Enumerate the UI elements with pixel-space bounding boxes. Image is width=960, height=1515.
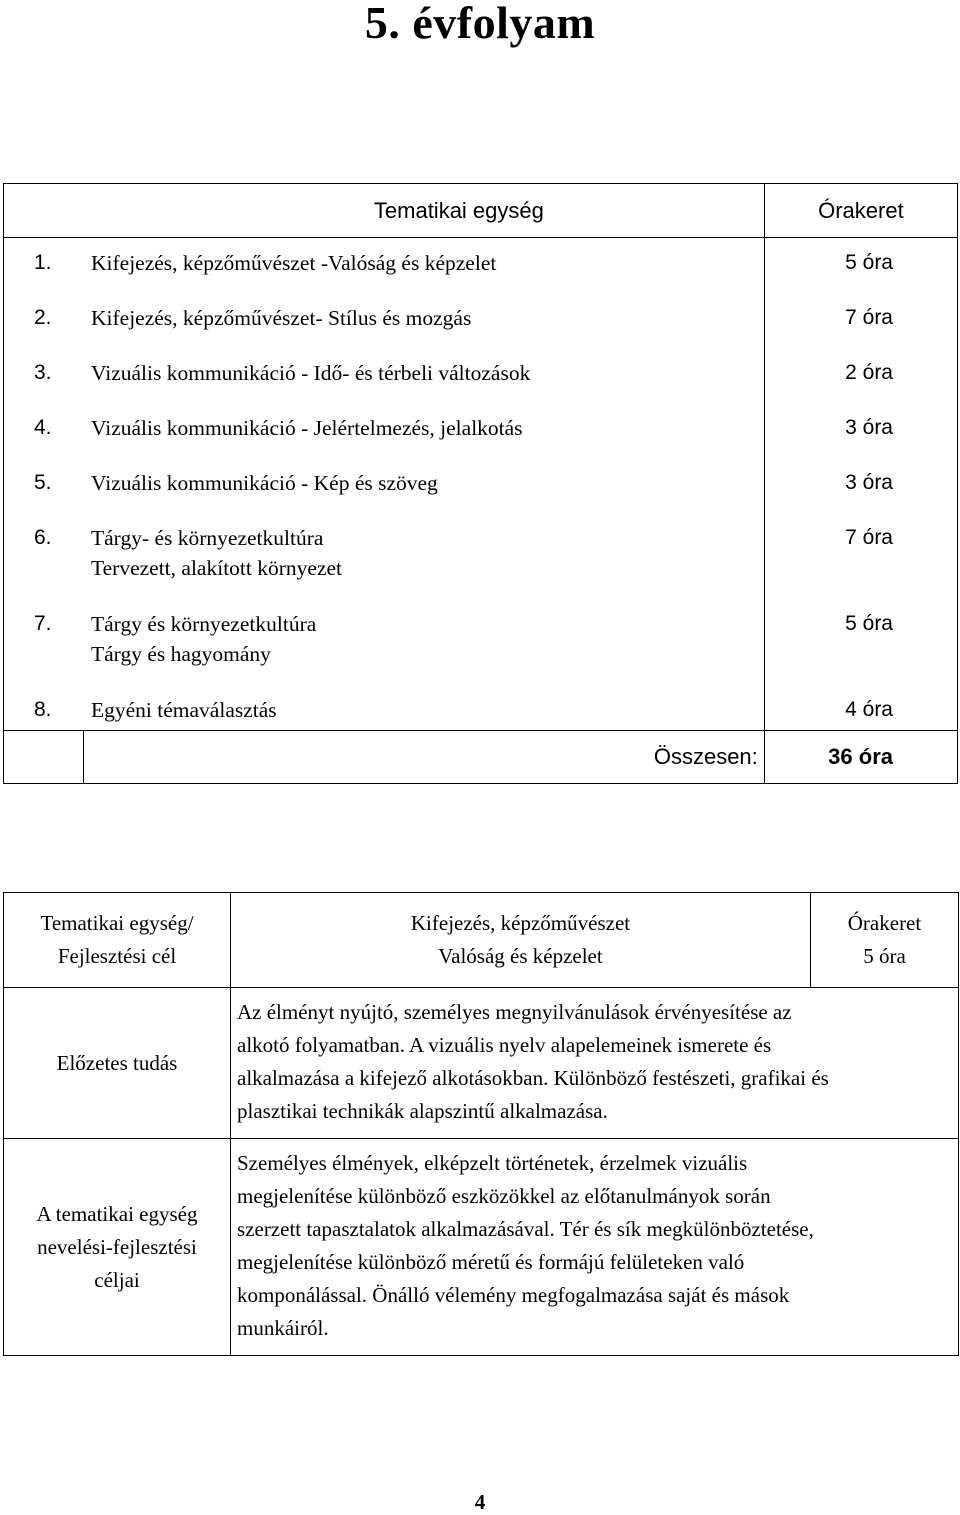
goals-label: A tematikai egység nevelési-fejlesztési céljai	[4, 1139, 231, 1356]
header-hours: Órakeret	[764, 184, 957, 238]
curriculum-overview-table	[3, 183, 958, 784]
header-topic: Tematikai egység	[4, 184, 765, 238]
table-row: 6. Tárgy- és környezetkultúra Tervezett, alakított környezet	[34, 526, 342, 580]
goals-text: Személyes élmények, elképzelt történetek, érzelmek vizuális megjelenítése különböző eszközökkel az előtanulmányok során szerzett tapasztalatok alkalmazásával. Tér és sík megkülönböztetése, megjelenítése különböző méretű és formájú felületeken való komponálással. Önálló vélemény megfogalmazása saját és mások munkáiról.	[231, 1139, 959, 1356]
sum-value: 36 óra	[764, 731, 957, 784]
header-hours: Órakeret 5 óra	[811, 893, 959, 988]
table-row	[4, 1139, 959, 1356]
header-topic-goal: Tematikai egység/ Fejlesztési cél	[4, 893, 231, 988]
hours-value: 5 óra	[845, 251, 893, 274]
header-topic-name: Kifejezés, képzőművészet Valóság és képzelet	[231, 893, 811, 988]
table-row: 3. Vizuális kommunikáció - Idő- és térbeli változások	[34, 361, 531, 385]
table-row: 4. Vizuális kommunikáció - Jelértelmezés, jelalkotás	[34, 416, 523, 440]
hours-value: 4 óra	[845, 698, 893, 721]
table-row: 7. Tárgy és környezetkultúra Tárgy és hagyomány	[34, 612, 317, 666]
topics-cell	[4, 238, 765, 731]
prior-knowledge-label: Előzetes tudás	[4, 988, 231, 1139]
hours-value: 2 óra	[845, 361, 893, 384]
sum-label: Összesen:	[84, 731, 765, 784]
table-row: 8. Egyéni témaválasztás	[34, 698, 277, 722]
page-number: 4	[474, 1490, 486, 1514]
prior-knowledge-text: Az élményt nyújtó, személyes megnyilvánulások érvényesítése az alkotó folyamatban. A vizuális nyelv alapelemeinek ismerete és alkalmazása a kifejező alkotásokban. Különböző festészeti, grafikai és plasztikai technikák alapszintű alkalmazása.	[231, 988, 959, 1139]
table-header-row	[4, 893, 959, 988]
table-header-row	[4, 184, 958, 238]
topic-detail-table	[3, 892, 959, 1356]
hours-value: 5 óra	[845, 612, 893, 635]
table-row: 2. Kifejezés, képzőművészet- Stílus és mozgás	[34, 306, 472, 330]
hours-value: 3 óra	[845, 416, 893, 439]
hours-value: 3 óra	[845, 471, 893, 494]
hours-cell	[764, 238, 957, 731]
sum-row	[4, 731, 958, 784]
hours-value: 7 óra	[845, 306, 893, 329]
hours-value: 7 óra	[845, 526, 893, 549]
table-row	[4, 988, 959, 1139]
table-row: 5. Vizuális kommunikáció - Kép és szöveg	[34, 471, 438, 495]
page-title: 5. évfolyam	[364, 0, 596, 48]
table-row: 1. Kifejezés, képzőművészet -Valóság és képzelet	[34, 251, 497, 275]
